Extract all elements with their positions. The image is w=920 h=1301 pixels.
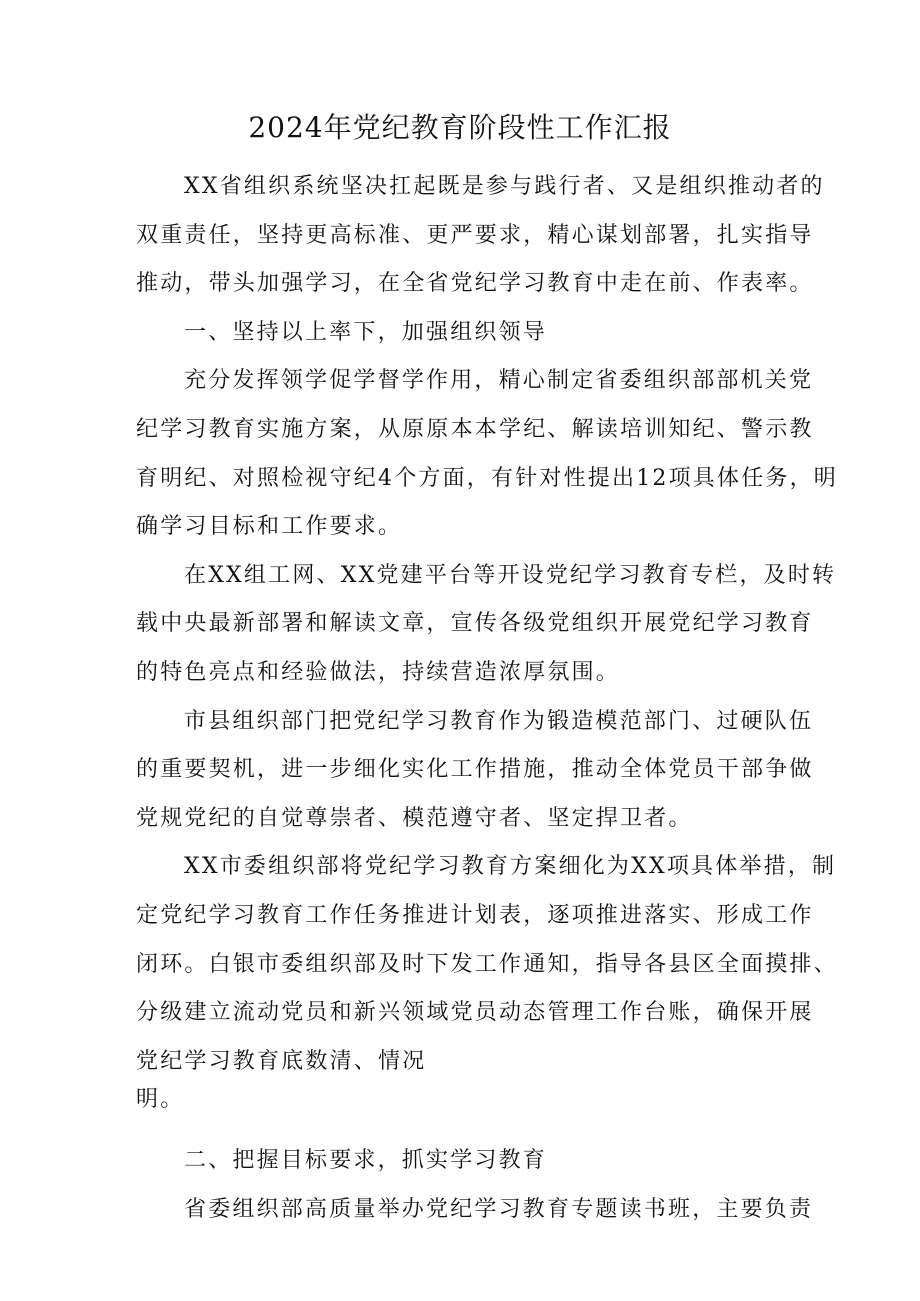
text-line: XX省组织系统坚决扛起既是参与践行者、又是组织推动者的	[184, 174, 825, 199]
text-line: 载中央最新部署和解读文章，宣传各级党组织开展党纪学习教育	[136, 611, 814, 637]
text-line: 分级建立流动党员和新兴领域党员动态管理工作台账，确保开展	[136, 1000, 814, 1026]
text-line: 确学习目标和工作要求。	[136, 514, 403, 540]
document-title: 2024年党纪教育阶段性工作汇报	[248, 111, 672, 144]
text-line: 充分发挥领学促学督学作用，精心制定省委组织部部机关党	[184, 368, 814, 394]
text-line: 市县组织部门把党纪学习教育作为锻造模范部门、过硬队伍	[184, 708, 814, 734]
text-line: XX市委组织部将党纪学习教育方案细化为XX项具体举措，制	[184, 854, 837, 880]
text-line: 党纪学习教育底数清、情况	[136, 1048, 427, 1074]
text-line: 定党纪学习教育工作任务推进计划表，逐项推进落实、形成工作	[136, 902, 814, 928]
text-line: 在XX组工网、XX党建平台等开设党纪学习教育专栏，及时转	[184, 562, 837, 588]
text-line: 省委组织部高质量举办党纪学习教育专题读书班，主要负责	[184, 1196, 814, 1222]
text-line: 育明纪、对照检视守纪4个方面，有针对性提出12项具体任务，明	[136, 465, 838, 491]
text-line: 推动，带头加强学习，在全省党纪学习教育中走在前、作表率。	[136, 271, 814, 297]
text-line: 纪学习教育实施方案，从原原本本学纪、解读培训知纪、警示教	[136, 416, 814, 442]
section-heading: 一、坚持以上率下，加强组织领导	[184, 319, 548, 345]
document-body	[136, 163, 838, 1234]
text-line: 的重要契机，进一步细化实化工作措施，推动全体党员干部争做	[136, 757, 814, 783]
section-heading: 二、把握目标要求，抓实学习教育	[184, 1148, 548, 1174]
text-line: 党规党纪的自觉尊崇者、模范遵守者、坚定捍卫者。	[136, 805, 693, 831]
text-line: 的特色亮点和经验做法，持续营造浓厚氛围。	[136, 659, 621, 685]
text-line: 闭环。白银市委组织部及时下发工作通知，指导各县区全面摸排、	[136, 951, 838, 977]
text-line: 明。	[136, 1086, 185, 1112]
text-line: 双重责任，坚持更高标准、更严要求，精心谋划部署，扎实指导	[136, 222, 814, 248]
paragraph-gap	[136, 1124, 790, 1137]
